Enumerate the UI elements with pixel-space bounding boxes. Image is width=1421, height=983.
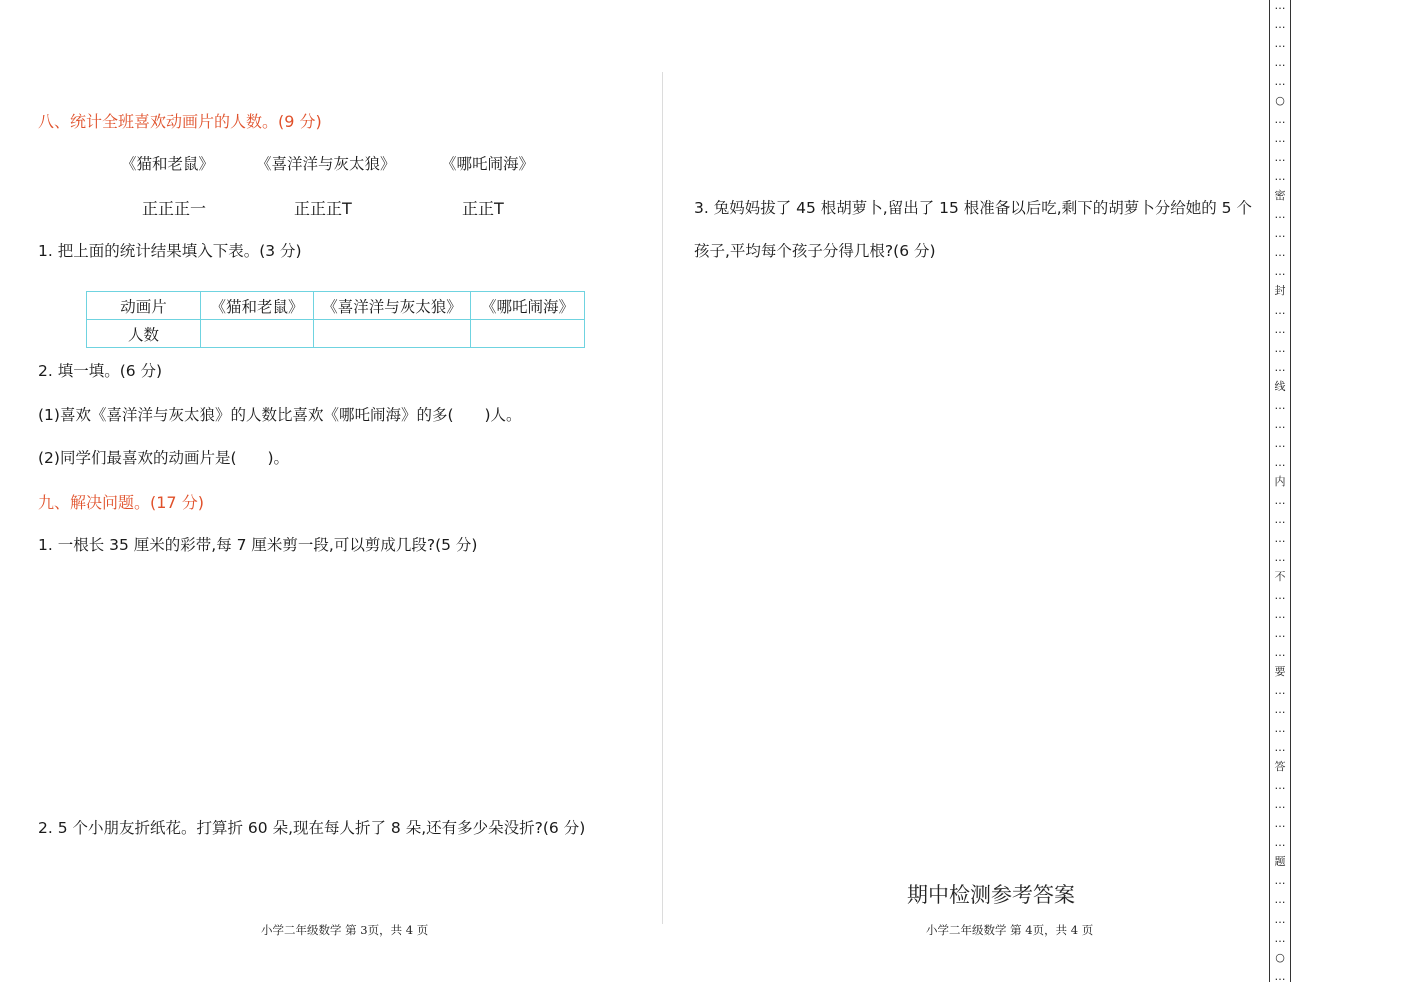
table-row [87,292,585,320]
binding-mark: … [1274,151,1286,165]
binding-mark: 答 [1274,760,1286,774]
binding-mark: 密 [1274,189,1286,203]
binding-mark: … [1274,646,1286,660]
table-cell-answer [201,320,314,348]
binding-mark: … [1274,493,1286,507]
binding-line-right [1290,0,1291,982]
binding-mark: … [1274,684,1286,698]
section-9-heading: 九、解决问题。(17 分) [38,493,204,512]
binding-mark: … [1274,893,1286,907]
table-cell: 动画片 [87,292,201,320]
problem-3-line-1: 3. 兔妈妈拔了 45 根胡萝卜,留出了 15 根准备以后吃,剩下的胡萝卜分给她的 5 个 [694,199,1252,217]
binding-mark: … [1274,0,1286,12]
binding-mark: … [1274,265,1286,279]
binding-mark: … [1274,779,1286,793]
binding-mark: … [1274,455,1286,469]
table-cell-answer [471,320,585,348]
binding-mark: … [1274,398,1286,412]
page-divider [662,72,663,924]
cartoon-title-tom-and-jerry: 《猫和老鼠》 [121,155,215,173]
binding-mark: … [1274,627,1286,641]
binding-mark: … [1274,588,1286,602]
binding-mark: 不 [1274,569,1286,583]
cartoon-title-pleasant-goat: 《喜洋洋与灰太狼》 [256,155,396,173]
binding-mark: … [1274,798,1286,812]
binding-mark: 题 [1274,855,1286,869]
binding-mark: … [1274,208,1286,222]
binding-mark: … [1274,75,1286,89]
table-cell: 《喜洋洋与灰太狼》 [314,292,471,320]
binding-line-left [1269,0,1270,982]
problem-1: 1. 一根长 35 厘米的彩带,每 7 厘米剪一段,可以剪成几段?(5 分) [38,536,478,554]
binding-mark: … [1274,531,1286,545]
table-cell-answer [314,320,471,348]
binding-mark: … [1274,817,1286,831]
binding-mark: … [1274,37,1286,51]
binding-mark: … [1274,836,1286,850]
tally-nezha: 正正T [462,199,504,218]
page-footer-left: 小学二年级数学 第 3页，共 4 页 [261,923,429,937]
table-row [87,320,585,348]
binding-mark: … [1274,912,1286,926]
tally-pleasant-goat: 正正正T [294,199,352,218]
binding-margin-text [1272,0,1288,982]
binding-mark: … [1274,18,1286,32]
tally-tom-and-jerry: 正正正一 [142,199,207,218]
binding-mark: … [1274,608,1286,621]
table-cell: 《猫和老鼠》 [201,292,314,320]
binding-mark: … [1274,303,1286,317]
binding-mark: … [1274,341,1286,355]
question-2: 2. 填一填。(6 分) [38,362,163,380]
binding-mark: … [1274,874,1286,888]
binding-mark: … [1274,227,1286,241]
binding-mark: … [1274,722,1286,736]
binding-mark: … [1274,113,1286,127]
binding-mark: 封 [1274,284,1286,298]
binding-mark: … [1274,741,1286,755]
binding-mark: … [1274,56,1286,70]
binding-mark: … [1274,550,1286,564]
binding-mark: … [1274,512,1286,526]
question-1: 1. 把上面的统计结果填入下表。(3 分) [38,242,302,260]
binding-mark: … [1274,417,1286,431]
binding-mark: … [1274,436,1286,450]
table-cell: 《哪吒闹海》 [471,292,585,320]
page-footer-right: 小学二年级数学 第 4页，共 4 页 [926,923,1094,937]
binding-mark: 线 [1274,379,1286,393]
binding-mark: … [1274,132,1286,146]
binding-mark: … [1274,703,1286,717]
binding-mark: … [1274,170,1286,184]
table-cell: 人数 [87,320,201,348]
question-2-1: (1)喜欢《喜洋洋与灰太狼》的人数比喜欢《哪吒闹海》的多( )人。 [38,406,522,424]
binding-mark: … [1274,322,1286,336]
cartoon-title-nezha: 《哪吒闹海》 [441,155,535,173]
problem-2: 2. 5 个小朋友折纸花。打算折 60 朵,现在每人折了 8 朵,还有多少朵没折?(6 分) [38,819,586,837]
binding-mark: … [1274,246,1286,260]
binding-mark: ○ [1275,94,1285,108]
answers-title: 期中检测参考答案 [907,883,1075,907]
binding-mark: … [1274,360,1286,374]
binding-mark: ○ [1275,950,1285,964]
binding-mark: … [1274,931,1286,945]
binding-mark: … [1274,969,1286,983]
binding-mark: 要 [1274,665,1286,679]
binding-mark: 内 [1274,474,1286,488]
question-2-2: (2)同学们最喜欢的动画片是( )。 [38,449,290,467]
section-8-heading: 八、统计全班喜欢动画片的人数。(9 分) [38,112,322,131]
statistics-table [86,291,585,348]
problem-3-line-2: 孩子,平均每个孩子分得几根?(6 分) [694,242,936,260]
